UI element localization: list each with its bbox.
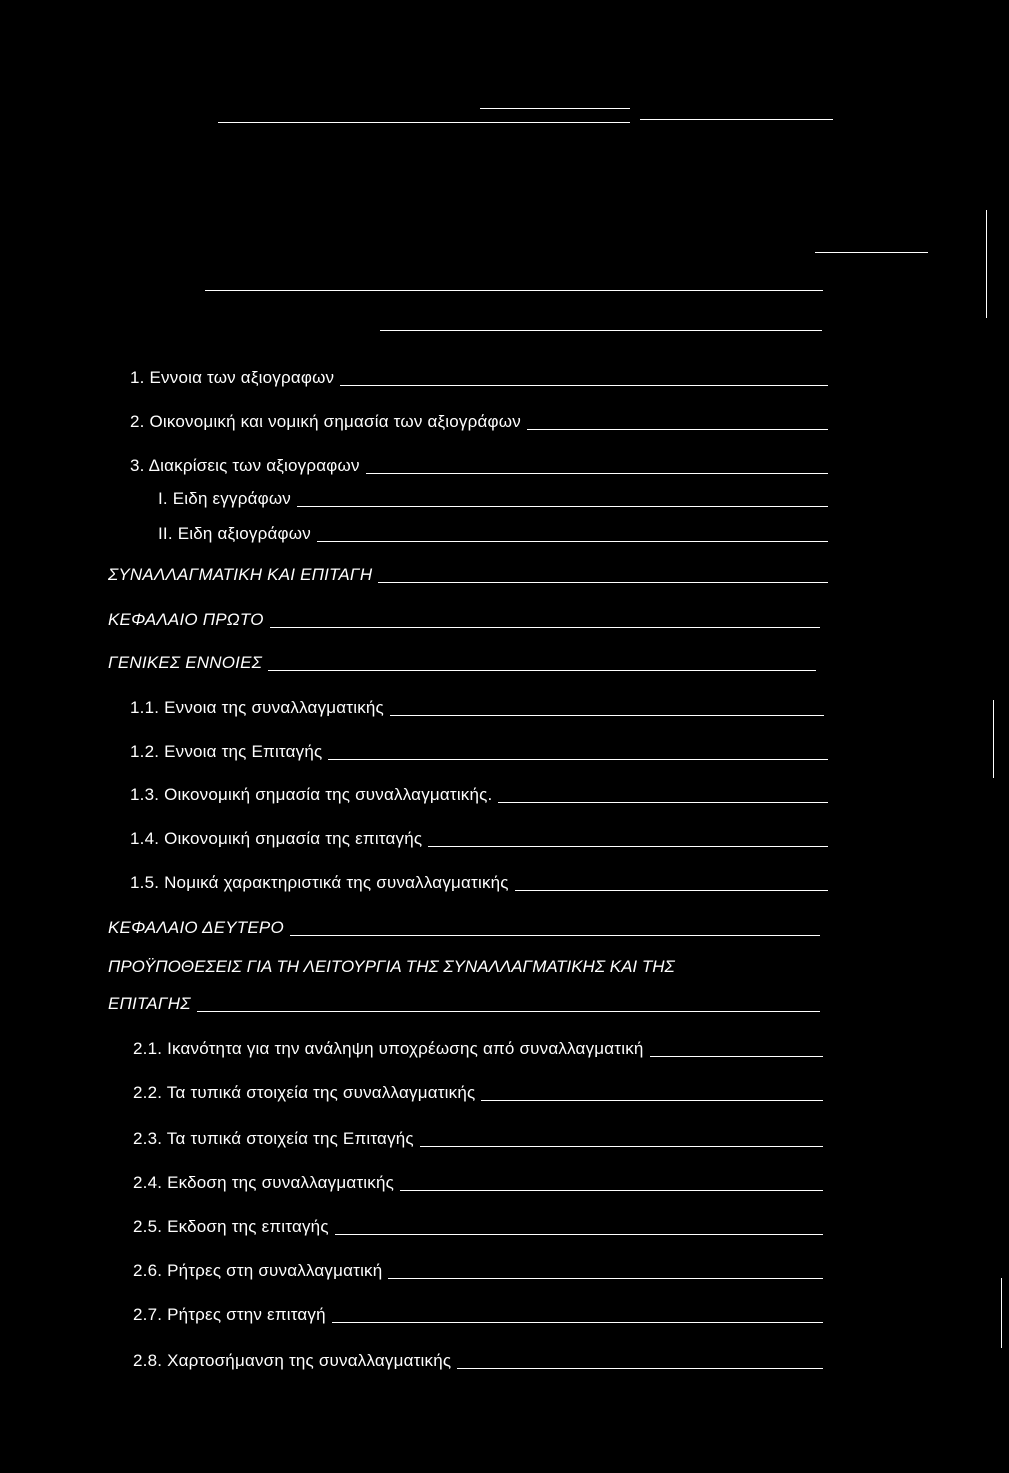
dot-leader (388, 1278, 823, 1279)
toc-entry-label: 2.2. Τα τυπικά στοιχεία της συναλλαγματικής (133, 1083, 476, 1102)
dot-leader (335, 1234, 823, 1235)
toc-entry-1-3[interactable] (130, 775, 828, 805)
toc-entry-label: I. Ειδη εγγράφων (158, 489, 291, 508)
dot-leader (268, 670, 816, 671)
toc-chapter-2[interactable] (108, 908, 820, 938)
toc-entry-2-6[interactable] (133, 1251, 823, 1281)
toc-entry-label: 1.2. Εννοια της Επιταγής (130, 742, 323, 761)
top-rule-5 (205, 290, 823, 291)
toc-entry-label: 3. Διακρίσεις των αξιογραφων (130, 456, 360, 475)
dot-leader (366, 473, 828, 474)
toc-entry-1[interactable] (130, 358, 828, 388)
dot-leader (420, 1146, 823, 1147)
dot-leader (481, 1100, 823, 1101)
toc-entry-3[interactable] (130, 446, 828, 476)
margin-rule-1 (986, 210, 987, 318)
dot-leader (457, 1368, 823, 1369)
toc-entry-label: 2.1. Ικανότητα για την ανάληψη υποχρέωσης από συναλλαγματική (133, 1039, 644, 1058)
dot-leader (378, 582, 828, 583)
toc-chapter-2-title-line1[interactable]: ΠΡΟΫΠΟΘΕΣΕΙΣ ΓΙΑ ΤΗ ΛΕΙΤΟΥΡΓΙΑ ΤΗΣ ΣΥΝΑΛΛΑΓΜΑΤΙΚΗΣ ΚΑΙ ΤΗΣ (108, 957, 675, 976)
top-rule-4 (815, 252, 928, 253)
dot-leader (515, 890, 828, 891)
toc-entry-label: 2.5. Εκδοση της επιταγής (133, 1217, 329, 1236)
toc-chapter-2-title-line2[interactable] (108, 984, 820, 1014)
toc-entry-3-i[interactable] (158, 479, 828, 509)
top-rule-3 (640, 119, 833, 120)
toc-chapter-1[interactable] (108, 600, 820, 630)
toc-entry-label: 1.4. Οικονομική σημασία της επιταγής (130, 829, 423, 848)
top-rule-6 (380, 330, 822, 331)
toc-entry-2-8[interactable] (133, 1341, 823, 1371)
toc-entry-label: ΚΕΦΑΛΑΙΟ ΠΡΩΤΟ (108, 610, 264, 629)
toc-entry-1-5[interactable] (130, 863, 828, 893)
toc-entry-label: II. Ειδη αξιογράφων (158, 524, 311, 543)
toc-entry-label: 2.3. Τα τυπικά στοιχεία της Επιταγής (133, 1129, 414, 1148)
toc-entry-label: 1.1. Εννοια της συναλλαγματικής (130, 698, 384, 717)
toc-entry-label: 1.5. Νομικά χαρακτηριστικά της συναλλαγματικής (130, 873, 509, 892)
toc-entry-label: ΚΕΦΑΛΑΙΟ ΔΕΥΤΕΡΟ (108, 918, 284, 937)
toc-entry-label: 2.4. Εκδοση της συναλλαγματικής (133, 1173, 395, 1192)
toc-entry-label: 2.7. Ρήτρες στην επιταγή (133, 1305, 326, 1324)
dot-leader (332, 1322, 823, 1323)
toc-entry-2-5[interactable] (133, 1207, 823, 1237)
dot-leader (290, 935, 820, 936)
margin-rule-2 (993, 700, 994, 778)
dot-leader (650, 1056, 823, 1057)
toc-entry-2-7[interactable] (133, 1295, 823, 1325)
dot-leader (400, 1190, 823, 1191)
margin-rule-3 (1001, 1278, 1002, 1348)
toc-entry-label: 1. Εννοια των αξιογραφων (130, 368, 335, 387)
dot-leader (197, 1011, 820, 1012)
dot-leader (390, 715, 824, 716)
dot-leader (317, 541, 828, 542)
toc-entry-label: 2.6. Ρήτρες στη συναλλαγματική (133, 1261, 383, 1280)
toc-entry-label: ΣΥΝΑΛΛΑΓΜΑΤΙΚΗ ΚΑΙ ΕΠΙΤΑΓΗ (108, 565, 373, 584)
dot-leader (328, 759, 828, 760)
toc-part-title[interactable] (108, 555, 828, 585)
toc-entry-3-ii[interactable] (158, 514, 828, 544)
toc-entry-1-2[interactable] (130, 732, 828, 762)
toc-entry-2-3[interactable] (133, 1119, 823, 1149)
toc-entry-2[interactable] (130, 402, 828, 432)
dot-leader (428, 846, 828, 847)
toc-entry-label: ΓΕΝΙΚΕΣ ΕΝΝΟΙΕΣ (108, 653, 262, 672)
toc-entry-2-4[interactable] (133, 1163, 823, 1193)
toc-entry-label: 2.8. Χαρτοσήμανση της συναλλαγματικής (133, 1351, 452, 1370)
toc-entry-label: ΕΠΙΤΑΓΗΣ (108, 994, 191, 1013)
toc-entry-2-2[interactable] (133, 1073, 823, 1103)
dot-leader (270, 627, 820, 628)
top-rule-2 (480, 108, 630, 109)
toc-entry-1-4[interactable] (130, 819, 828, 849)
top-rule-1 (218, 122, 630, 123)
dot-leader (527, 429, 828, 430)
dot-leader (340, 385, 828, 386)
toc-entry-label: 2. Οικονομική και νομική σημασία των αξιογράφων (130, 412, 521, 431)
dot-leader (297, 506, 828, 507)
toc-chapter-1-title[interactable] (108, 643, 816, 673)
dot-leader (498, 802, 828, 803)
toc-entry-label: 1.3. Οικονομική σημασία της συναλλαγματικής. (130, 785, 493, 804)
toc-entry-1-1[interactable] (130, 688, 824, 718)
toc-entry-2-1[interactable] (133, 1029, 823, 1059)
